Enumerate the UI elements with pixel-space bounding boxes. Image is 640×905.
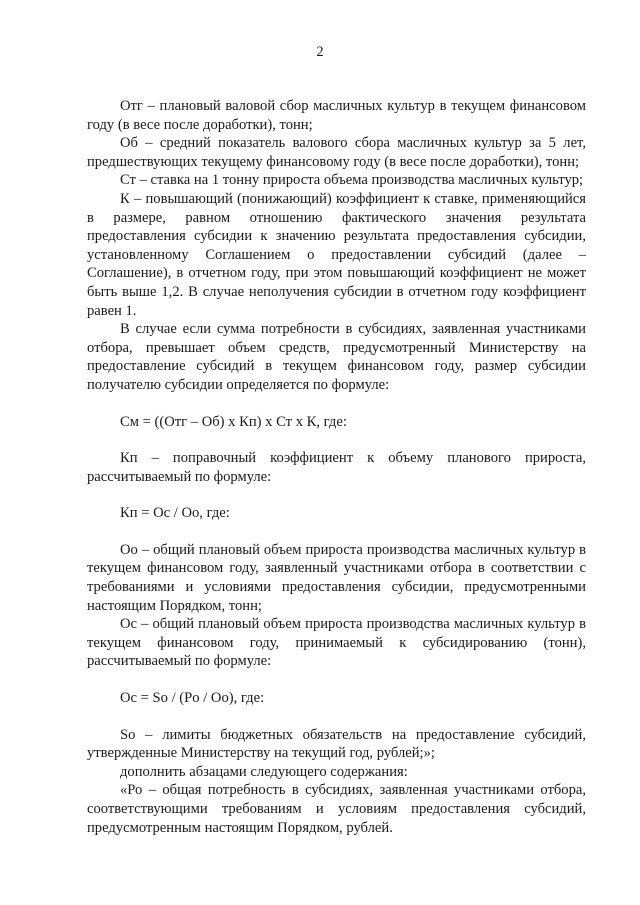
paragraph-st: Ст – ставка на 1 тонну прироста объема производства масличных культур; bbox=[120, 172, 584, 189]
paragraph-po: «Ро – общая потребность в субсидиях, заявленная участниками отбора, соответствующими требованиям и условиям предоставления субсидий, предусмотренным настоящим Порядком, рублей. bbox=[87, 782, 586, 836]
formula-sm: См = ((Отг – Об) х Кп) х Ст х К, где: bbox=[120, 413, 347, 430]
paragraph-oo: Оо – общий плановый объем прироста производства масличных культур в текущем финансовом году, заявленный участниками отбора в соответствии с требованиями и условиями предоставления субсидии, предусмотренными настоящим Порядком, тонн; bbox=[87, 541, 586, 614]
paragraph-kp: Кп – поправочный коэффициент к объему планового прироста, рассчитываемый по формуле: bbox=[87, 450, 586, 485]
paragraph-supplement: дополнить абзацами следующего содержания: bbox=[120, 763, 408, 780]
formula-os: Ос = So / (Po / Оо), где: bbox=[120, 690, 265, 707]
paragraph-k: К – повышающий (понижающий) коэффициент к ставке, применяющийся в размере, равном отношению фактического значения результата предоставления субсидии к значению результата предоставления субсидии, установленному Соглашением о предоставлении субсидий (далее – Соглашение), в отчетном году, при этом повышающий коэффициент не может быть выше 1,2. В случае неполучения субсидии в отчетном году коэффициент равен 1. bbox=[87, 190, 586, 319]
formula-kp: Кп = Ос / Оо, где: bbox=[120, 505, 230, 522]
paragraph-os: Ос – общий плановый объем прироста производства масличных культур в текущем финансовом году, принимаемый к субсидированию (тонн), рассчитываемый по формуле: bbox=[87, 616, 586, 670]
document-body bbox=[87, 97, 586, 837]
paragraph-excess-demand: В случае если сумма потребности в субсидиях, заявленная участниками отбора, превышает объем средств, предусмотренный Министерству на предоставление субсидий в текущем финансовом году, размер субсидии получателю субсидии определяется по формуле: bbox=[87, 321, 586, 393]
paragraph-otg: Отг – плановый валовой сбор масличных культур в текущем финансовом году (в весе после доработки), тонн; bbox=[87, 98, 586, 133]
paragraph-so: So – лимиты бюджетных обязательств на предоставление субсидий, утвержденные Министерству на текущий год, рублей;»; bbox=[87, 726, 586, 762]
page-number: 2 bbox=[316, 44, 324, 60]
paragraph-ob: Об – средний показатель валового сбора масличных культур за 5 лет, предшествующих текущему финансовому году (в весе после доработки), тонн; bbox=[87, 135, 586, 170]
